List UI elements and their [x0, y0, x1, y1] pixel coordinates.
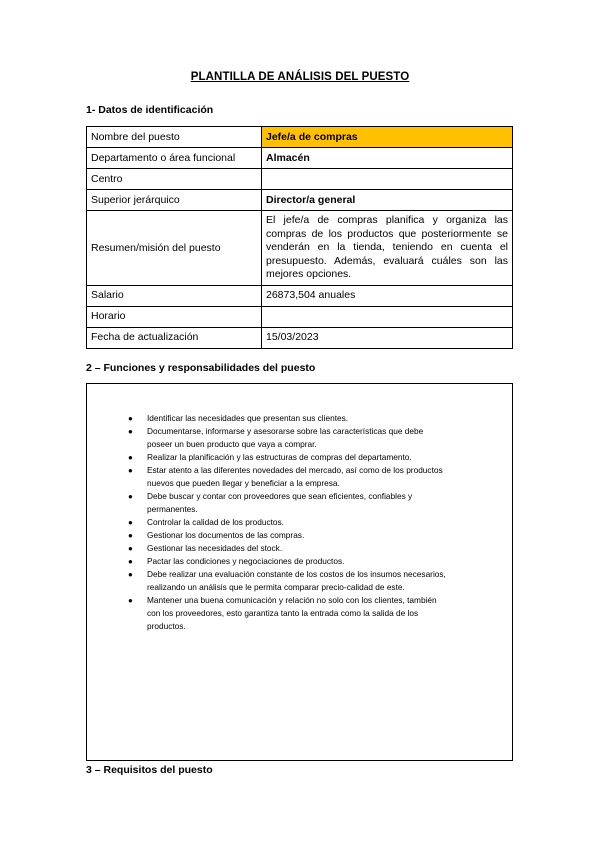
list-item — [128, 516, 448, 529]
list-item-text: Gestionar las necesidades del stock. — [147, 543, 283, 553]
row-label-center: Centro — [87, 169, 262, 190]
bullet-icon: ● — [128, 414, 133, 423]
row-value-center — [262, 169, 513, 190]
list-item-text: Identificar las necesidades que presentan sus clientes. — [147, 413, 349, 423]
row-value-salary: 26873,504 anuales — [262, 285, 513, 306]
list-item — [128, 425, 448, 451]
row-label-job-name: Nombre del puesto — [87, 127, 262, 148]
bullet-icon: ● — [128, 518, 133, 527]
list-item-text: Documentarse, informarse y asesorarse sobre las características que debe poseer un buen producto que vaya a comprar. — [147, 426, 424, 449]
row-value-job-name: Jefe/a de compras — [262, 127, 513, 148]
list-item — [128, 594, 448, 633]
list-item — [128, 555, 448, 568]
table-row — [87, 148, 513, 169]
list-item-text: Realizar la planificación y las estructuras de compras del departamento. — [147, 452, 412, 462]
row-value-update-date: 15/03/2023 — [262, 327, 513, 348]
list-item — [128, 464, 448, 490]
list-item-text: Debe buscar y contar con proveedores que sean eficientes, confiables y permanentes. — [147, 491, 413, 514]
list-item-text: Controlar la calidad de los productos. — [147, 517, 284, 527]
list-item — [128, 490, 448, 516]
row-label-department: Departamento o área funcional — [87, 148, 262, 169]
row-label-schedule: Horario — [87, 306, 262, 327]
bullet-icon: ● — [128, 596, 133, 605]
row-label-update-date: Fecha de actualización — [87, 327, 262, 348]
table-row — [87, 190, 513, 211]
list-item-text: Estar atento a las diferentes novedades del mercado, así como de los productos nuevos que pueden llegar y beneficiar a la empresa. — [147, 465, 443, 488]
row-label-superior: Superior jerárquico — [87, 190, 262, 211]
list-item — [128, 412, 448, 425]
bullet-icon: ● — [128, 544, 133, 553]
table-row — [87, 285, 513, 306]
functions-list — [128, 412, 448, 633]
list-item-text: Gestionar los documentos de las compras. — [147, 530, 305, 540]
section-heading-identification: 1- Datos de identificación — [86, 104, 214, 116]
bullet-icon: ● — [128, 427, 133, 436]
list-item — [128, 568, 448, 594]
document-title: PLANTILLA DE ANÁLISIS DEL PUESTO — [190, 71, 410, 83]
bullet-icon: ● — [128, 492, 133, 501]
list-item-text: Debe realizar una evaluación constante de los costos de los insumos necesarios, realizando un análisis que le permita comparar precio-calidad de este. — [147, 569, 446, 592]
bullet-icon: ● — [128, 570, 133, 579]
bullet-icon: ● — [128, 531, 133, 540]
list-item — [128, 529, 448, 542]
list-item-text: Pactar las condiciones y negociaciones de productos. — [147, 556, 345, 566]
bullet-icon: ● — [128, 466, 133, 475]
row-value-superior: Director/a general — [262, 190, 513, 211]
identification-table — [86, 126, 513, 349]
section-heading-requirements: 3 – Requisitos del puesto — [86, 764, 213, 776]
list-item-text: Mantener una buena comunicación y relación no solo con los clientes, también con los proveedores, esto garantiza tanto la entrada como la salida de los productos. — [147, 595, 437, 631]
table-row — [87, 306, 513, 327]
row-label-salary: Salario — [87, 285, 262, 306]
row-value-schedule — [262, 306, 513, 327]
list-item — [128, 451, 448, 464]
table-row — [87, 327, 513, 348]
table-row — [87, 127, 513, 148]
bullet-icon: ● — [128, 453, 133, 462]
section-heading-functions: 2 – Funciones y responsabilidades del puesto — [86, 362, 316, 374]
table-row — [87, 211, 513, 286]
row-label-summary: Resumen/misión del puesto — [87, 211, 262, 286]
row-value-summary: El jefe/a de compras planifica y organiza las compras de los productos que posteriormente se venderán en la tienda, teniendo en cuenta el presupuesto. Además, evaluará cuáles son las mejores opciones. — [262, 211, 513, 286]
functions-box — [86, 383, 513, 761]
table-row — [87, 169, 513, 190]
list-item — [128, 542, 448, 555]
row-value-department: Almacén — [262, 148, 513, 169]
bullet-icon: ● — [128, 557, 133, 566]
